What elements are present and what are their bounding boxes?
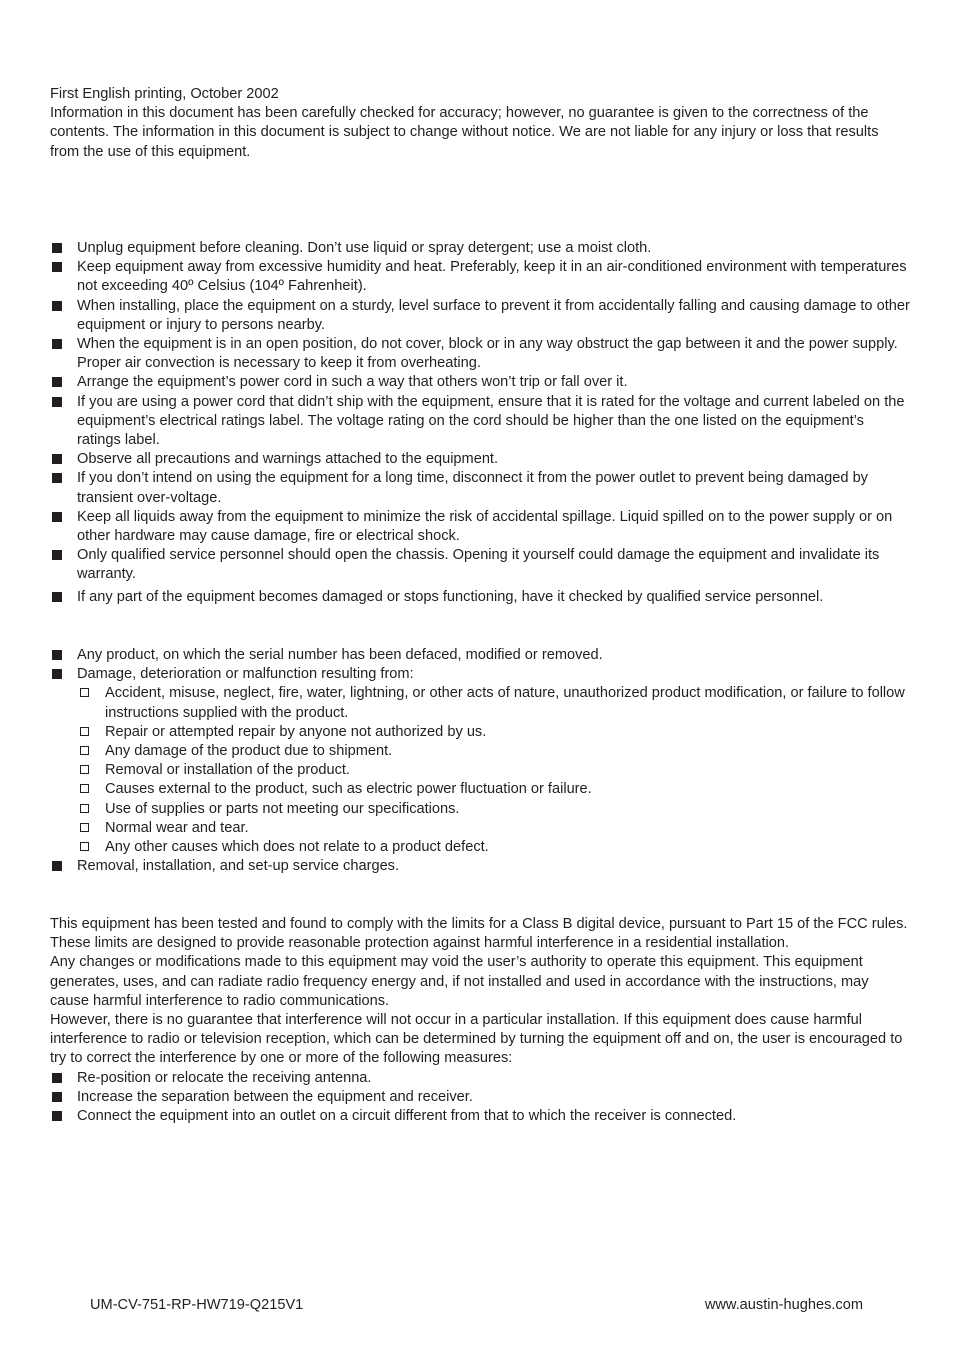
list-item: Damage, deterioration or malfunction resulting from: — [50, 665, 910, 684]
list-item: When the equipment is in an open position, do not cover, block or in any way obstruct the gap between it and the power supply. Proper air convection is necessary to keep it from overheating. — [50, 335, 910, 373]
list-item: Removal, installation, and set-up service charges. — [50, 857, 910, 876]
list-item: Re-position or relocate the receiving antenna. — [50, 1069, 910, 1088]
list-item: Keep equipment away from excessive humidity and heat. Preferably, keep it in an air-conditioned environment with temperatures not exceeding 40º Celsius (104º Fahrenheit). — [50, 258, 910, 296]
list-item: When installing, place the equipment on a sturdy, level surface to prevent it from accidentally falling and causing damage to other equipment or injury to persons nearby. — [50, 297, 910, 335]
intro-section — [50, 85, 910, 162]
list-item: Arrange the equipment’s power cord in such a way that others won’t trip or fall over it. — [50, 373, 910, 392]
warranty-list — [50, 646, 910, 684]
list-item: If any part of the equipment becomes damaged or stops functioning, have it checked by qualified service personnel. — [50, 588, 910, 607]
sub-list-item: Use of supplies or parts not meeting our specifications. — [78, 800, 910, 819]
list-item: Connect the equipment into an outlet on a circuit different from that to which the receiver is connected. — [50, 1107, 910, 1126]
warranty-exclusions-section — [50, 646, 910, 876]
fcc-measures-list — [50, 1069, 910, 1127]
list-item: Only qualified service personnel should open the chassis. Opening it yourself could damage the equipment and invalidate its warranty. — [50, 546, 910, 584]
warranty-sublist — [78, 684, 910, 857]
sub-list-item: Any other causes which does not relate to a product defect. — [78, 838, 910, 857]
list-item: If you are using a power cord that didn’t ship with the equipment, ensure that it is rated for the voltage and current labeled on the equipment’s electrical ratings label. The voltage rating on the cord should be higher than the one listed on the equipment’s ratings label. — [50, 393, 910, 451]
sub-list-item: Repair or attempted repair by anyone not authorized by us. — [78, 723, 910, 742]
disclaimer-text: Information in this document has been carefully checked for accuracy; however, no guarantee is given to the correctness of the contents. The information in this document is subject to change without notice. We are not liable for any injury or loss that results from the use of this equipment. — [50, 105, 879, 160]
sub-list-item: Removal or installation of the product. — [78, 761, 910, 780]
fcc-paragraph-1: This equipment has been tested and found to comply with the limits for a Class B digital device, pursuant to Part 15 of the FCC rules. These limits are designed to provide reasonable protection against harmful interference in a residential installation. — [50, 916, 908, 952]
list-item: Keep all liquids away from the equipment to minimize the risk of accidental spillage. Liquid spilled on to the power supply or on other hardware may cause damage, fire or electrical shock. — [50, 508, 910, 546]
fcc-paragraph-2: Any changes or modifications made to this equipment may void the user’s authority to operate this equipment. This equipment generates, uses, and can radiate radio frequency energy and, if not installed and used in accordance with the instructions, may cause harmful interference to radio communications. — [50, 954, 869, 1009]
fcc-section — [50, 915, 910, 1126]
list-item: If you don’t intend on using the equipment for a long time, disconnect it from the power outlet to prevent being damaged by transient over-voltage. — [50, 469, 910, 507]
printing-note: First English printing, October 2002 — [50, 86, 279, 102]
sub-list-item: Normal wear and tear. — [78, 819, 910, 838]
footer-website: www.austin-hughes.com — [704, 1297, 863, 1313]
footer-doc-code: UM-CV-751-RP-HW719-Q215V1 — [90, 1297, 304, 1313]
list-item: Observe all precautions and warnings attached to the equipment. — [50, 450, 910, 469]
sub-list-item: Accident, misuse, neglect, fire, water, lightning, or other acts of nature, unauthorized product modification, or failure to follow instructions supplied with the product. — [78, 684, 910, 722]
list-item: Unplug equipment before cleaning. Don’t use liquid or spray detergent; use a moist cloth. — [50, 239, 910, 258]
warranty-list-continued — [50, 857, 910, 876]
list-item: Increase the separation between the equipment and receiver. — [50, 1088, 910, 1107]
list-item: Any product, on which the serial number has been defaced, modified or removed. — [50, 646, 910, 665]
fcc-paragraph-3: However, there is no guarantee that interference will not occur in a particular installation. If this equipment does cause harmful interference to radio or television reception, which can be determined by turning the equipment off and on, the user is encouraged to try to correct the interference by one or more of the following measures: — [50, 1012, 903, 1067]
sub-list-item: Causes external to the product, such as electric power fluctuation or failure. — [78, 780, 910, 799]
sub-list-item: Any damage of the product due to shipment. — [78, 742, 910, 761]
safety-list — [50, 239, 910, 607]
safety-section — [50, 239, 910, 607]
